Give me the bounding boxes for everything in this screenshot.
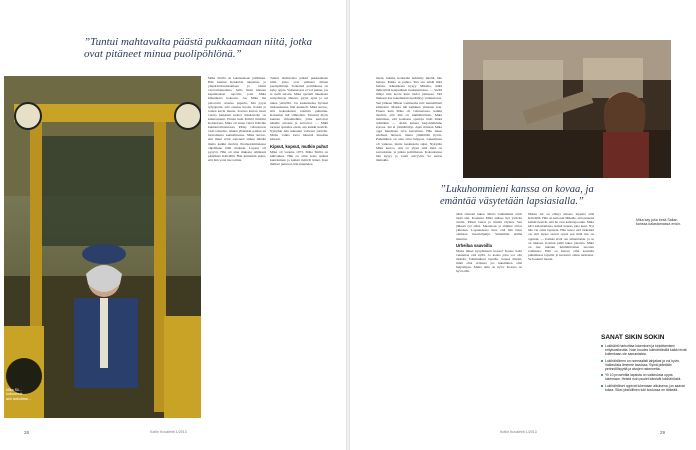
tractor-photo-drawing [4,76,201,418]
left-pullquote: ”Tuntui mahtavalta päästä pukkaamaan niitä, jotka ovat pitäneet minua puolipöhlönä.” [84,36,312,60]
right-footer: Kotiin Kuvalehti 1/2013 [500,430,537,434]
sidebar-item [601,344,687,357]
sidebar-item [601,384,687,392]
right-column-2-more: Mutta mikei kysymmeen tuossa? Koska Salla vakuuttaa että kyllä. Ja koska joku voi olla tärkeää. Tutkimukset lapsille. Joskus mietin, mikä olisi erilaista jos lukeminen olisi helpompaa. Mutta näin on hyvä. Kotona on hyvä elää. [456,248,522,274]
left-page [0,0,346,450]
fishing-photo [463,40,671,178]
sidebar-item [601,373,687,381]
bullet-icon [601,385,603,387]
left-page-number: 28 [24,430,30,435]
right-column-1 [376,76,442,426]
left-footer: Kotiin Kuvalehti 1/2013 [150,430,187,434]
left-column-1-text: Mika Siirilä on lakaisualeen politiikka. Hän kuuluu Kokkolan rakennus- ja ympäristölautakuntaan ja toimii varavaltuutettuna. Salla lisäsi kännen kapteikokset raportit, joita Mika kilpailussa kokoaan. Joe Mika ma peloverin otsensa paperin, hän pyysi työpaperia, että otsensa huolta. Kotiin ja toinen kevät muuta. Kotona kerran moni vuotta kaikkien keinot lukutaitolle on kiinnostunut. Ennen kuin Kälviä liitettiin Kokkolaan, Mika oli sinne vahva Kälviän kunnanvaltuustossa. Pääsy valtuustoon vasti taistelua. Aluksi yhdenkin paikan tai luottamusta kunnallisessa. Mika kertoo, että muut eivät sanoneet siihen mitään mutta kaikki tiesivät. Puoluetoiminnassa ohjelmaan lähti mukaan. Lupaus oli pysyvä. Hän oli aina mukana tehtäessä päätöksiä Kälviällä. Hän kuitenkin uskoi, että hän voisi itse toimia. [208,76,266,162]
right-column-1-text: maan, kuinka korkealle kehitetty mieltä, hän haluaa. Pakko ei puhua. Sitä saa tehdä mitä haluaa. Alkuaikana kysyy Mikalta, mikä ihmetyttää kaupunkien keskusteluissa. — Siellä mikyt niin kovia kuin tiedot paikassa. Sitä mukaan itse kokemuksia kerääntyy valtuustossa. Sen jälkeen Mikan vaaliteema tuli: kunnallinen kiinteistö. Maasta tuli kaikkien yhteinen asia. Ennen kuin Mika oli valtuustossa, kaikki tiesivät, että hän on lukihäiriöinen. Mika mainitsee, että koulussa opettaja luuli häntä tyhmäksi. — Äidin kanssa harjoittelimme kotona. Isä ei ymmärtänyt. Ajan mittaan Mika oppi lukemaan tavu kerrallaan. Hän lukee edelleen hitaasti, mutta ymmärtää hyvin. Puhuminen on aina ollut helppoa. Lukeminen oli vaikeaa, mutta keskustelu sujui. Nykyään Mika kertoo, että on ylpeä siitä mitä on saavuttanut, ja jatkaa politiikassa. Kokouksissa hän kysyy ja vaatii selvyyttä. Se auttaa muitakin. [376,76,442,162]
tractor-photo [4,76,201,418]
right-photo-caption: Mika kay joka kesä Sallan kanssa kalastamassa ensin. [636,218,681,227]
bullet-icon [601,360,603,362]
left-subhead: Kipsut, kopsut, mutkin puhut [270,143,328,149]
bullet-icon [601,345,603,347]
left-photo-caption: Mika Sii… kokoomuk… arki tarkoittaa… [6,388,32,401]
sidebar-box [601,334,687,394]
right-column-2-text: nään oikeasti lukee. Mutta vanhemmat eivät tiedä sitä. Koulusta Mika pääsee ilpi ystävän avulla. Pitkät lautat ja mieltä täynnä. Sen jälkeen työ alkoi. Maatalous ja eläimet olivat ykkönen. Lapsuudessa tiesi, että hän tulee olemaan maanviljelijä. Sittemmin elämä muuttui. [456,212,522,241]
right-column-2 [456,212,522,426]
left-column-1 [208,76,266,426]
sidebar-item-text: Lukihäiriöiset oppivat lukemaan aikuisena, jos saavat tukea. Siksi yksilöllinen tuki koulussa on tärkeää. [605,383,685,392]
left-column-2 [270,76,328,426]
right-subhead: Urheilua vauvoilla [456,242,492,248]
sidebar-item-text: Yli 10 prosenttia lapsista on vaikeuksia oppia lukemaan. Heistä noin puolet kärsivät lukihäiriöstä. [605,373,682,382]
right-column-3 [528,212,594,426]
fishing-photo-drawing [463,40,671,178]
left-column-2-end: Mika oli vuonna 1973. Mika Siirilä on lukivaikea. Hän on ollut koko ikänsä kuntalainen ja kaikki tietävät hänet. Kun ihmiset puhuvat, hän kuuntelee. [270,149,328,166]
sidebar-title: SANAT SIKIN SOKIN [601,334,665,341]
sidebar-item [601,359,687,372]
left-column-2-text: Tuntui mahtavalta päästä pukkaamaan niitä, jotka ovat pitäneet minua puolipöhlönä. Torkeintä politiikassa on kyky oppia. Valtuustossa ei voi puhua, jos ei tiedä asioita. Mika opetteli lukemaan esityslistoja ääneen, pyysi apua ja sai tukea ystäviltä. Jos keskustelua hyvissä tilaisuuksissa, hän kuunteli. Mika kertoo, että kokouksissa istuttiin puhuttuu. Kokemus tuli vähitellen. Tutustui myös kunnan virkamiehiin, jotka kertoivat hänelle asioista ja auttoivat. — Mikä tarpeen ajattelee ensin, sen kaikki tiesivät. Nykyään hän tukeutuu vahvasti ystäviin. Mutta vanha kuva hänestä muuttuu hitaasti. [270,76,328,142]
right-column-3-text: Mikan isä on elänyt ulkona lapsena elää Kälviällä. Hän on kertonut Mikalle, että pienenä kaikki tiesivät, että he ovat kalastaja-suku. Mika kävi kalastamassa isänsä kanssa joka kesä. Nyt hän vie omia lapsiaan. Hän sanoo että tärkeintä on, että lapset saavat oppia sen mitä itse on oppinut. — Kaikki eivät ole samanlaisia, ja se on rikkaus. Koulun pitää tukea jokaista. Mika on itse tukenut lukihäiriöisten nuorten toimintaa. Hän on kerran ollut koululla puhumassa lapsille ja kertonut oman tarinansa. Se kosketti monia. [528,212,594,262]
right-pullquote: ”Lukuhommieni kanssa on kovaa, ja emäntää väsytetään lapsiasialla.” [440,184,594,207]
sidebar-item-text: Lukihäiriöinen on normaalisti lahjakas ja voi hyvin. Vaikeuksia ilmenee tavuissa. Syinä pidetään perinnöllisyyttä ja aivojen rakennetta. [605,358,681,372]
sidebar-item-text: Lukihäiriö tarkoittaa lukemisen ja kirjoittamisen erityisvaikeutta. Noin kuudes lukihäiriöisillä kaikki eivät kuitenkaan ole samanlaisia. [605,344,687,357]
bullet-icon [601,374,603,376]
right-page-number: 29 [660,430,666,435]
